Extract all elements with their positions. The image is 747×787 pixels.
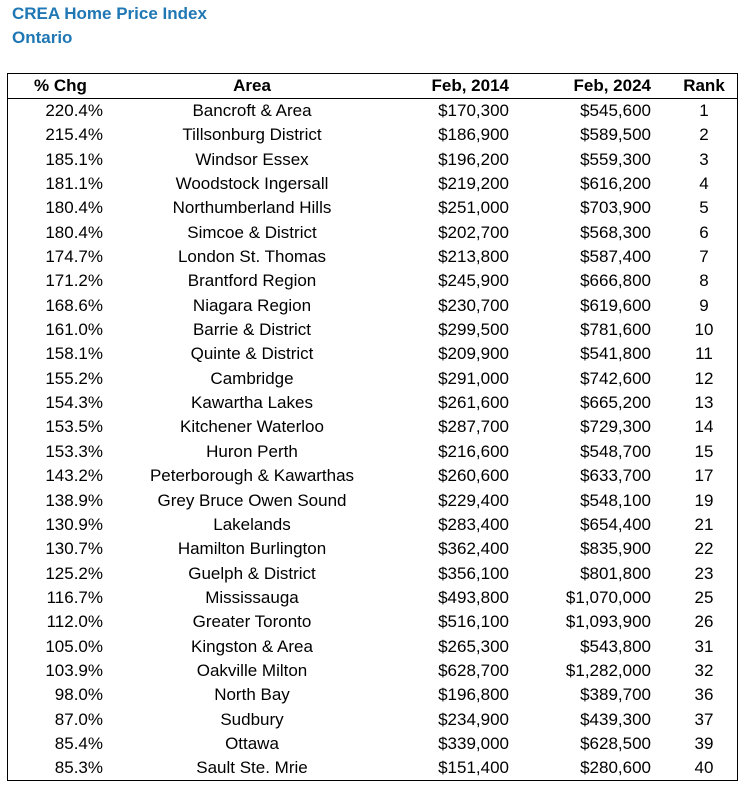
header-rank: Rank [683,76,725,95]
cell-area: Ottawa [225,733,279,753]
table-row [8,537,737,561]
cell-feb-2024: $801,800 [580,563,651,583]
cell-feb-2024: $628,500 [580,733,651,753]
cell-area: London St. Thomas [177,247,327,267]
cell-pct-chg: 181.1% [45,174,103,194]
cell-rank: 15 [694,441,714,461]
cell-pct-chg: 158.1% [45,344,103,364]
table-row [8,610,737,634]
cell-area: Kingston & Area [191,636,313,656]
cell-area: Simcoe & District [187,222,317,242]
cell-feb-2024: $654,400 [580,514,651,534]
table-row [8,294,737,318]
table-row [8,586,737,610]
cell-feb-2024: $1,093,900 [565,612,651,632]
cell-feb-2024: $703,900 [580,198,651,218]
cell-feb-2024: $742,600 [580,368,651,388]
table-row [8,391,737,415]
cell-feb-2024: $589,500 [580,125,651,145]
cell-area: Greater Toronto [192,612,312,632]
cell-area: Peterborough & Kawarthas [149,466,355,486]
cell-area: Grey Bruce Owen Sound [157,490,347,510]
header-pct-chg: % Chg [34,76,87,95]
cell-pct-chg: 85.4% [54,733,103,753]
cell-rank: 21 [694,514,714,534]
cell-feb-2024: $781,600 [580,320,651,340]
table-row [8,367,737,391]
table-row [8,269,737,293]
cell-feb-2024: $619,600 [580,295,651,315]
cell-rank: 17 [694,466,714,486]
cell-area: Brantford Region [187,271,317,291]
cell-feb-2024: $616,200 [580,174,651,194]
cell-area: Kitchener Waterloo [180,417,324,437]
table-row [8,172,737,196]
cell-feb-2014: $362,400 [438,539,509,559]
cell-feb-2014: $209,900 [438,344,509,364]
cell-pct-chg: 154.3% [45,393,103,413]
table-row [8,318,737,342]
cell-rank: 31 [694,636,714,656]
cell-feb-2014: $516,100 [438,612,509,632]
cell-feb-2014: $339,000 [438,733,509,753]
table-row [8,342,737,366]
cell-feb-2014: $628,700 [438,660,509,680]
cell-feb-2014: $151,400 [438,758,509,778]
table-row [8,148,737,172]
cell-feb-2024: $587,400 [580,247,651,267]
cell-rank: 23 [694,563,714,583]
cell-rank: 5 [699,198,709,218]
table-row [8,683,737,707]
cell-feb-2014: $287,700 [438,417,509,437]
cell-feb-2024: $559,300 [580,149,651,169]
cell-area: Barrie & District [192,320,312,340]
cell-pct-chg: 215.4% [45,125,103,145]
cell-area: Tillsonburg District [182,125,322,145]
cell-feb-2024: $568,300 [580,222,651,242]
cell-feb-2024: $548,100 [580,490,651,510]
cell-pct-chg: 180.4% [45,198,103,218]
cell-area: Mississauga [205,587,299,607]
cell-rank: 25 [694,587,714,607]
table-row [8,635,737,659]
cell-rank: 26 [694,612,714,632]
cell-feb-2014: $213,800 [438,247,509,267]
cell-pct-chg: 105.0% [45,636,103,656]
cell-area: Oakville Milton [196,660,308,680]
cell-area: Bancroft & Area [192,101,312,120]
cell-feb-2014: $186,900 [438,125,509,145]
cell-rank: 2 [699,125,709,145]
table-row [8,562,737,586]
cell-pct-chg: 185.1% [45,149,103,169]
cell-rank: 12 [694,368,714,388]
cell-pct-chg: 125.2% [45,563,103,583]
cell-rank: 10 [694,320,714,340]
cell-area: Northumberland Hills [172,198,332,218]
cell-area: Woodstock Ingersall [175,174,329,194]
cell-pct-chg: 130.7% [45,539,103,559]
price-index-table [7,73,738,781]
cell-rank: 8 [699,271,709,291]
cell-feb-2024: $280,600 [580,758,651,778]
cell-rank: 11 [695,344,713,364]
cell-feb-2014: $265,300 [438,636,509,656]
cell-area: Niagara Region [192,295,312,315]
cell-pct-chg: 168.6% [45,295,103,315]
cell-feb-2024: $1,282,000 [565,660,651,680]
table-row [8,464,737,488]
cell-feb-2014: $234,900 [438,709,509,729]
cell-area: Quinte & District [190,344,314,364]
table-body [8,99,737,781]
cell-pct-chg: 174.7% [45,247,103,267]
cell-rank: 37 [694,709,714,729]
table-row [8,415,737,439]
table-row [8,221,737,245]
cell-area: Huron Perth [206,441,298,461]
cell-feb-2014: $196,800 [438,685,509,705]
cell-feb-2014: $299,500 [438,320,509,340]
cell-pct-chg: 143.2% [45,466,103,486]
table-row [8,123,737,147]
cell-area: Windsor Essex [195,149,309,169]
cell-rank: 4 [699,174,709,194]
cell-feb-2024: $439,300 [580,709,651,729]
cell-rank: 6 [699,222,709,242]
header-feb-2014: Feb, 2014 [431,76,509,95]
cell-rank: 36 [694,685,714,705]
cell-rank: 32 [694,660,714,680]
cell-feb-2024: $729,300 [580,417,651,437]
cell-area: Cambridge [210,368,294,388]
cell-rank: 19 [694,490,714,510]
cell-feb-2014: $356,100 [438,563,509,583]
cell-rank: 3 [699,149,709,169]
cell-area: Hamilton Burlington [177,539,327,559]
cell-rank: 40 [694,758,714,778]
cell-feb-2014: $219,200 [438,174,509,194]
cell-pct-chg: 180.4% [45,222,103,242]
cell-pct-chg: 87.0% [54,709,103,729]
table-row [8,245,737,269]
cell-pct-chg: 220.4% [45,101,103,120]
cell-pct-chg: 98.0% [54,685,103,705]
header-feb-2024: Feb, 2024 [573,76,651,95]
table-row [8,659,737,683]
cell-feb-2014: $229,400 [438,490,509,510]
cell-feb-2014: $283,400 [438,514,509,534]
cell-feb-2024: $545,600 [580,101,651,120]
cell-rank: 1 [699,101,709,120]
cell-pct-chg: 161.0% [45,320,103,340]
cell-feb-2014: $251,000 [438,198,509,218]
cell-feb-2024: $548,700 [580,441,651,461]
table-row [8,708,737,732]
cell-feb-2014: $196,200 [438,149,509,169]
cell-area: Sault Ste. Mrie [196,758,308,778]
cell-feb-2024: $541,800 [580,344,651,364]
cell-feb-2024: $1,070,000 [565,587,651,607]
cell-rank: 7 [699,247,709,267]
cell-area: North Bay [214,685,290,705]
cell-pct-chg: 155.2% [45,368,103,388]
cell-feb-2014: $493,800 [438,587,509,607]
cell-feb-2014: $230,700 [438,295,509,315]
table-row [8,513,737,537]
cell-pct-chg: 112.0% [46,612,103,632]
cell-pct-chg: 153.5% [45,417,103,437]
cell-pct-chg: 85.3% [54,758,103,778]
cell-feb-2014: $170,300 [438,101,509,120]
cell-feb-2014: $260,600 [438,466,509,486]
cell-rank: 14 [694,417,714,437]
cell-feb-2014: $291,000 [438,368,509,388]
cell-area: Kawartha Lakes [191,393,313,413]
cell-feb-2014: $202,700 [438,222,509,242]
table-row [8,99,737,123]
cell-rank: 13 [694,393,714,413]
cell-area: Sudbury [220,709,284,729]
cell-pct-chg: 130.9% [45,514,103,534]
table-row [8,756,737,780]
cell-area: Guelph & District [188,563,316,583]
cell-feb-2014: $216,600 [438,441,509,461]
table-header [8,74,737,99]
cell-feb-2024: $665,200 [580,393,651,413]
cell-pct-chg: 153.3% [45,441,103,461]
table-row [8,196,737,220]
table-row [8,489,737,513]
cell-feb-2024: $633,700 [580,466,651,486]
cell-pct-chg: 116.7% [46,587,103,607]
cell-rank: 39 [694,733,714,753]
cell-rank: 22 [694,539,714,559]
cell-feb-2014: $245,900 [438,271,509,291]
cell-pct-chg: 103.9% [45,660,103,680]
header-area: Area [233,76,271,95]
cell-feb-2024: $389,700 [580,685,651,705]
cell-pct-chg: 171.2% [45,271,103,291]
cell-feb-2024: $666,800 [580,271,651,291]
cell-feb-2014: $261,600 [438,393,509,413]
table-row [8,440,737,464]
cell-pct-chg: 138.9% [45,490,103,510]
table-row [8,732,737,756]
page-title: CREA Home Price Index [12,4,207,23]
page-subtitle: Ontario [12,28,73,47]
cell-feb-2024: $543,800 [580,636,651,656]
cell-feb-2024: $835,900 [580,539,651,559]
cell-rank: 9 [699,295,709,315]
cell-area: Lakelands [213,514,291,534]
